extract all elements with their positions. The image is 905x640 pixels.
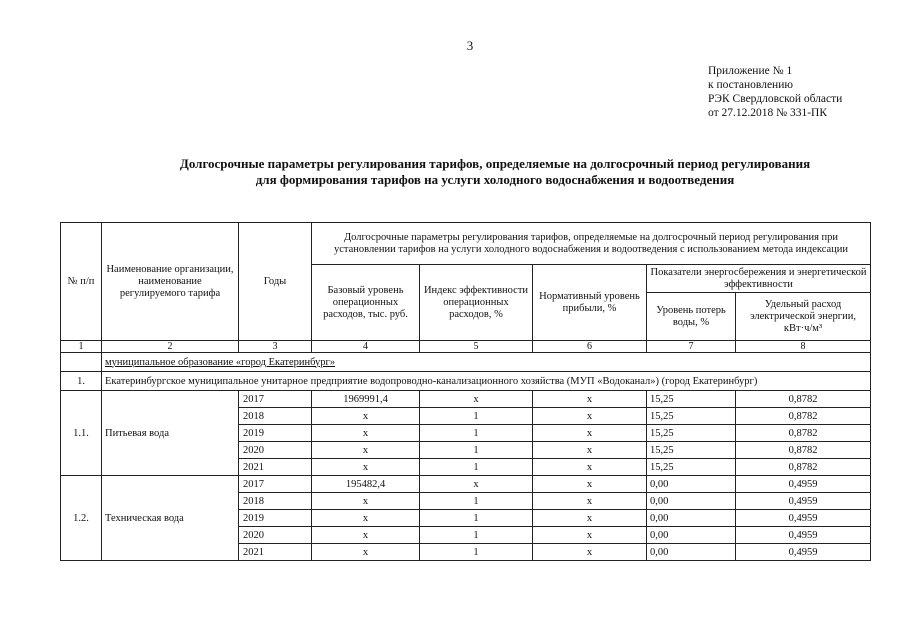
base-cell: х [312, 510, 420, 527]
loss-cell: 0,00 [647, 544, 736, 561]
appendix-line: Приложение № 1 [708, 65, 793, 77]
base-cell: х [312, 527, 420, 544]
table-row [61, 476, 871, 493]
index-cell: х [420, 476, 533, 493]
loss-cell: 15,25 [647, 425, 736, 442]
page-number: 3 [466, 38, 474, 53]
consumption-cell: 0,8782 [736, 391, 871, 408]
loss-cell: 0,00 [647, 476, 736, 493]
title-line: для формирования тарифов на услуги холодного водоснабжения и водоотведения [255, 172, 735, 187]
appendix-line: от 27.12.2018 № 331-ПК [708, 107, 828, 119]
year-cell: 2021 [239, 459, 312, 476]
year-cell: 2021 [239, 544, 312, 561]
section-name: Питьевая вода [102, 391, 239, 476]
organization-name: Екатеринбургское муниципальное унитарное предприятие водопроводно-канализационного хозяйства (МУП «Водоканал») (город Екатеринбург) [102, 372, 871, 391]
index-cell: 1 [420, 544, 533, 561]
profit-cell: х [533, 425, 647, 442]
appendix-line: к постановлению [708, 79, 793, 91]
column-numbers-row [61, 341, 871, 353]
header-num: № п/п [61, 223, 102, 341]
profit-cell: х [533, 391, 647, 408]
loss-cell: 15,25 [647, 442, 736, 459]
section-num: 1.1. [61, 391, 102, 476]
column-number: 3 [239, 341, 312, 353]
section-num: 1.2. [61, 476, 102, 561]
loss-cell: 0,00 [647, 510, 736, 527]
consumption-cell: 0,4959 [736, 544, 871, 561]
header-profit: Нормативный уровень прибыли, % [533, 265, 647, 341]
base-cell: х [312, 493, 420, 510]
profit-cell: х [533, 510, 647, 527]
header-index: Индекс эффективности операционных расходов, % [420, 265, 533, 341]
appendix-line: РЭК Свердловской области [708, 93, 843, 105]
index-cell: 1 [420, 442, 533, 459]
year-cell: 2020 [239, 442, 312, 459]
column-number: 7 [647, 341, 736, 353]
consumption-cell: 0,8782 [736, 459, 871, 476]
consumption-cell: 0,4959 [736, 510, 871, 527]
base-cell: х [312, 459, 420, 476]
year-cell: 2019 [239, 510, 312, 527]
year-cell: 2020 [239, 527, 312, 544]
header-energy-group: Показатели энергосбережения и энергетической эффективности [647, 265, 871, 293]
consumption-cell: 0,4959 [736, 527, 871, 544]
column-number: 6 [533, 341, 647, 353]
base-cell: 1969991,4 [312, 391, 420, 408]
index-cell: 1 [420, 493, 533, 510]
header-group: Долгосрочные параметры регулирования тарифов, определяемые на долгосрочный период регулирования при установлении тарифов на услуги холодного водоснабжения и водоотведения с использованием метода индексации [312, 223, 871, 265]
profit-cell: х [533, 442, 647, 459]
year-cell: 2019 [239, 425, 312, 442]
municipality-num-cell [61, 353, 102, 372]
year-cell: 2017 [239, 476, 312, 493]
index-cell: 1 [420, 527, 533, 544]
municipality-row [61, 353, 871, 372]
loss-cell: 15,25 [647, 408, 736, 425]
title-line: Долгосрочные параметры регулирования тарифов, определяемые на долгосрочный период регулирования [179, 156, 811, 171]
parameters-table [60, 222, 871, 561]
base-cell: х [312, 544, 420, 561]
organization-row [61, 372, 871, 391]
profit-cell: х [533, 408, 647, 425]
loss-cell: 0,00 [647, 527, 736, 544]
organization-num: 1. [61, 372, 102, 391]
consumption-cell: 0,4959 [736, 476, 871, 493]
column-number: 1 [61, 341, 102, 353]
base-cell: 195482,4 [312, 476, 420, 493]
base-cell: х [312, 442, 420, 459]
column-number: 2 [102, 341, 239, 353]
profit-cell: х [533, 476, 647, 493]
year-cell: 2017 [239, 391, 312, 408]
base-cell: х [312, 425, 420, 442]
column-number: 5 [420, 341, 533, 353]
section-name: Техническая вода [102, 476, 239, 561]
base-cell: х [312, 408, 420, 425]
consumption-cell: 0,4959 [736, 493, 871, 510]
profit-cell: х [533, 459, 647, 476]
index-cell: 1 [420, 459, 533, 476]
header-consumption: Удельный расход электрической энергии, кВт·ч/м³ [736, 293, 871, 341]
index-cell: 1 [420, 510, 533, 527]
loss-cell: 0,00 [647, 493, 736, 510]
header-years: Годы [239, 223, 312, 341]
loss-cell: 15,25 [647, 459, 736, 476]
consumption-cell: 0,8782 [736, 442, 871, 459]
profit-cell: х [533, 527, 647, 544]
profit-cell: х [533, 493, 647, 510]
consumption-cell: 0,8782 [736, 425, 871, 442]
appendix-block [708, 64, 842, 120]
table-row [61, 391, 871, 408]
year-cell: 2018 [239, 408, 312, 425]
document-title [60, 156, 905, 188]
loss-cell: 15,25 [647, 391, 736, 408]
header-loss: Уровень потерь воды, % [647, 293, 736, 341]
consumption-cell: 0,8782 [736, 408, 871, 425]
column-number: 8 [736, 341, 871, 353]
year-cell: 2018 [239, 493, 312, 510]
header-org: Наименование организации, наименование регулируемого тарифа [102, 223, 239, 341]
index-cell: 1 [420, 408, 533, 425]
index-cell: х [420, 391, 533, 408]
header-base: Базовый уровень операционных расходов, тыс. руб. [312, 265, 420, 341]
index-cell: 1 [420, 425, 533, 442]
municipality-name: муниципальное образование «город Екатеринбург» [102, 353, 871, 372]
column-number: 4 [312, 341, 420, 353]
profit-cell: х [533, 544, 647, 561]
